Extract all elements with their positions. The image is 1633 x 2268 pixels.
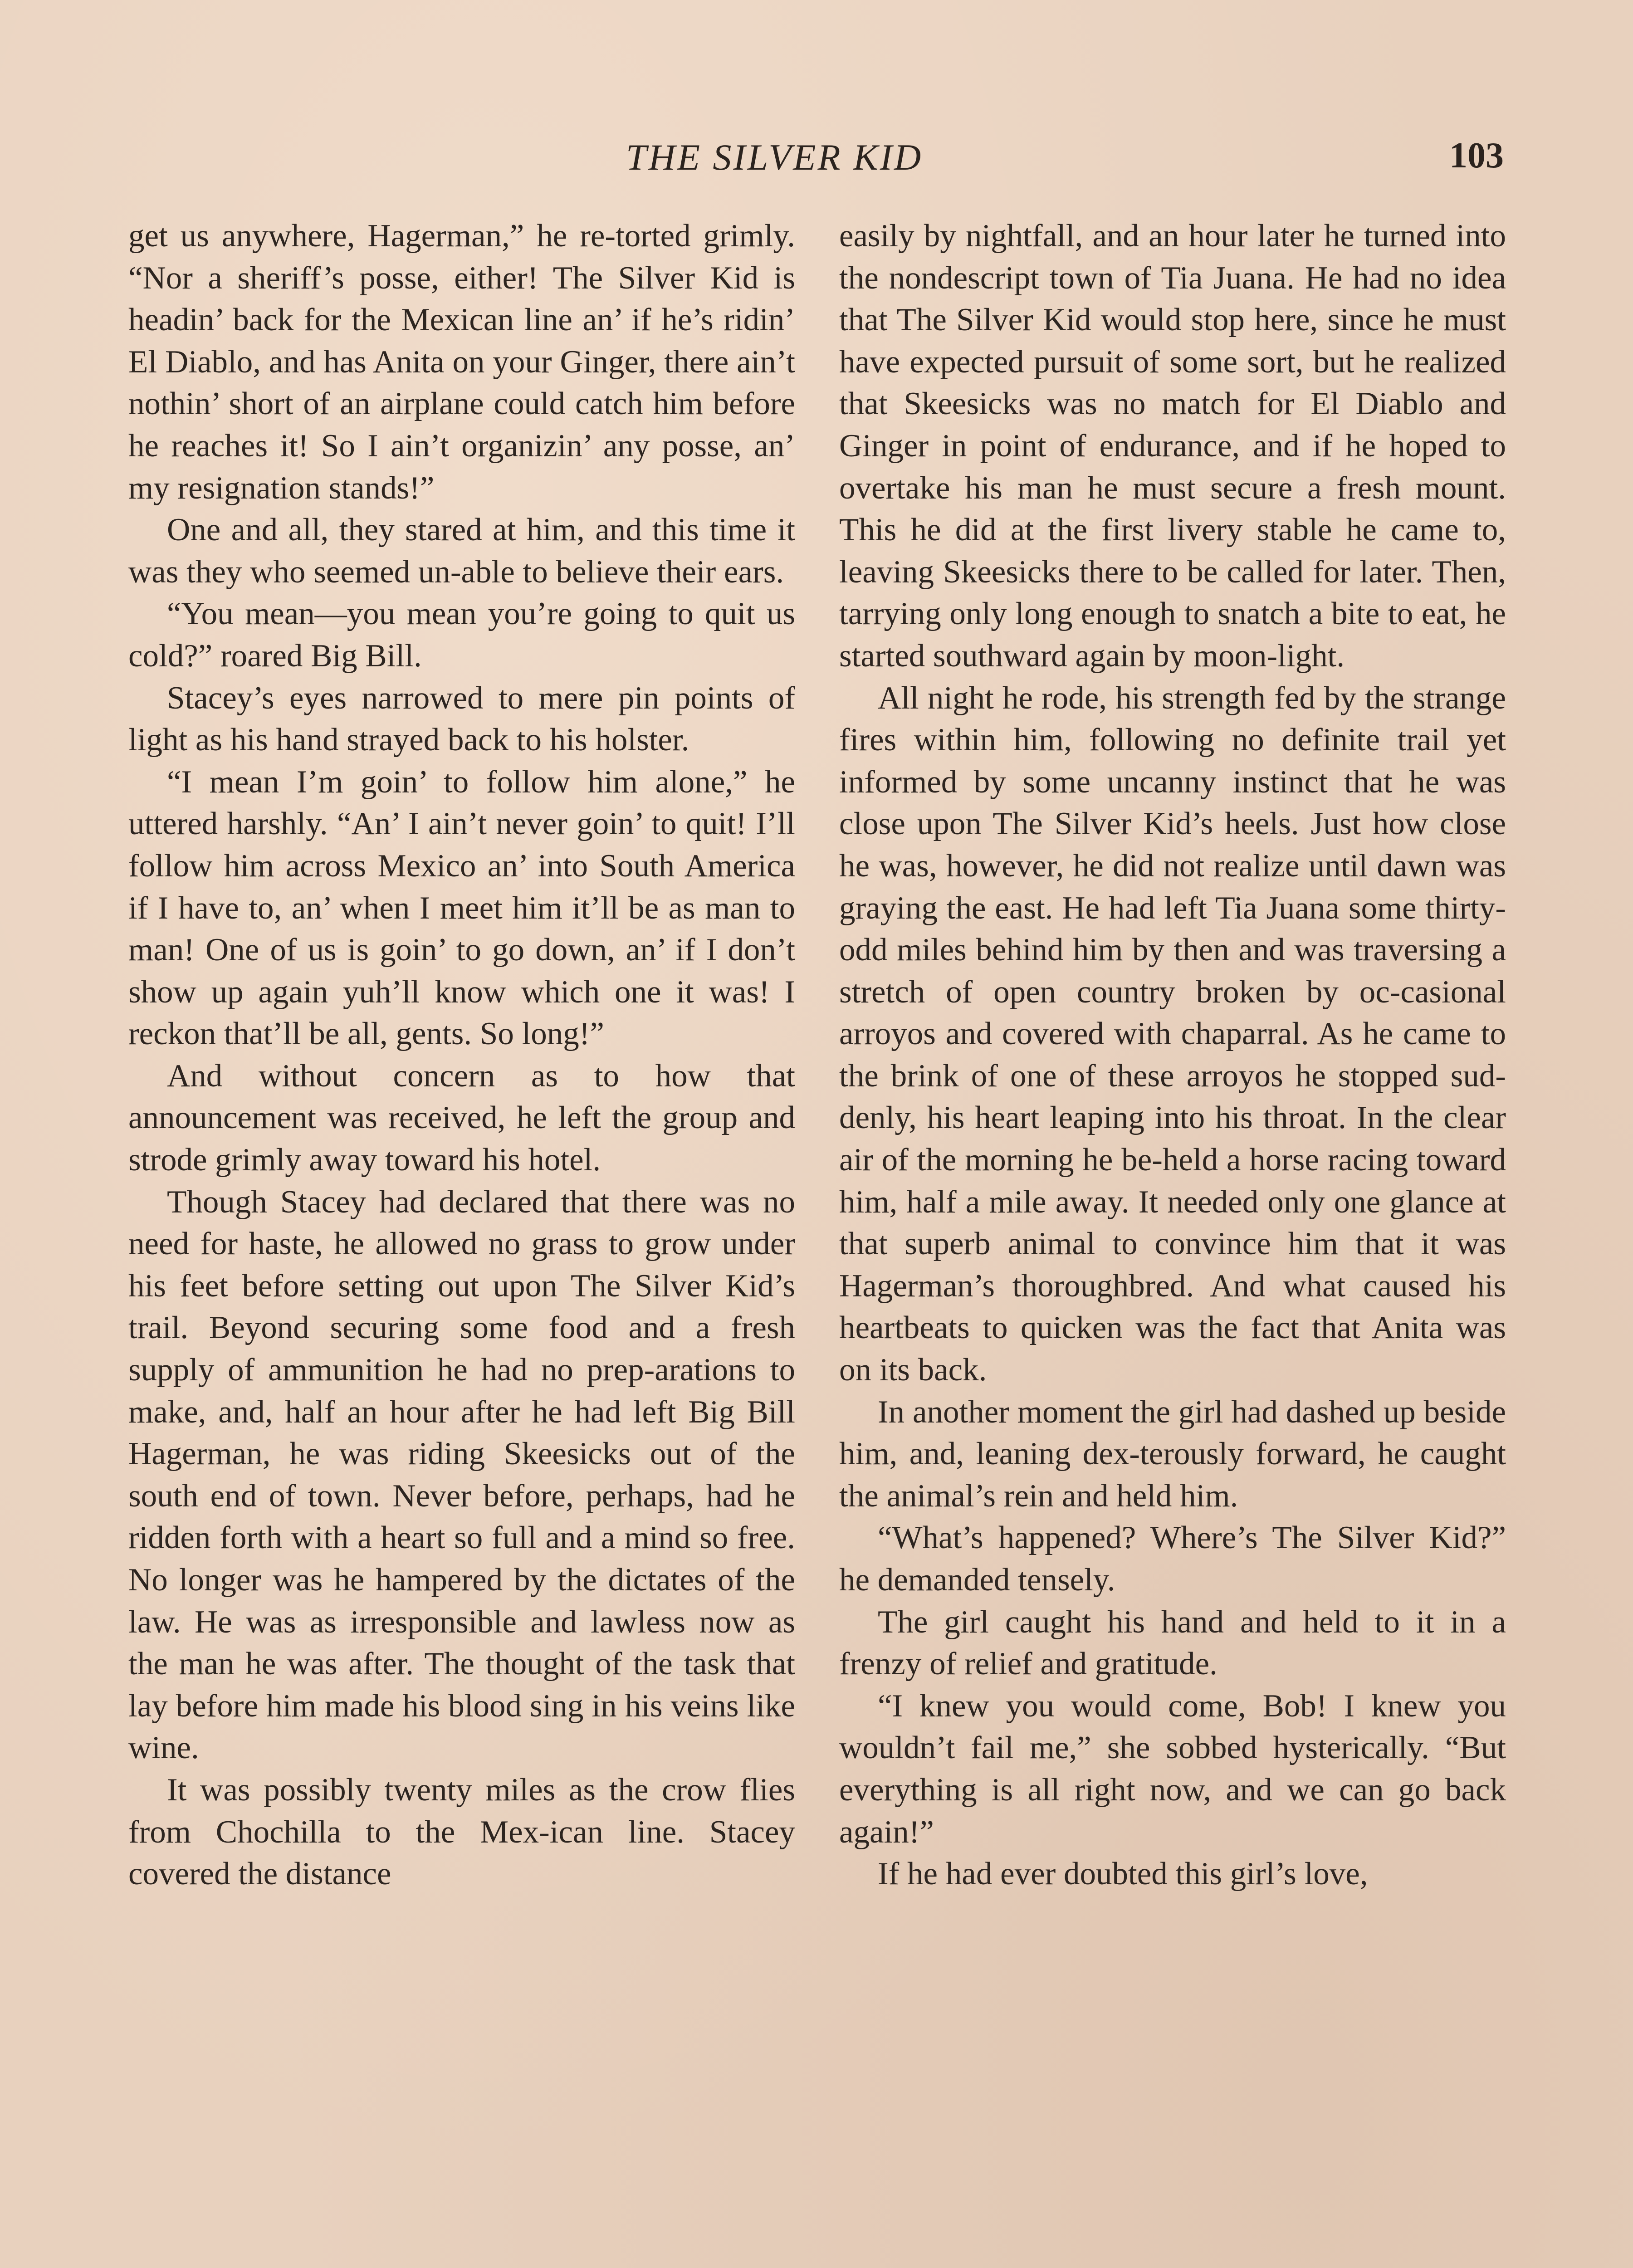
paragraph: If he had ever doubted this girl’s love, <box>878 1856 1368 1892</box>
paragraph: easily by nightfall, and an hour later he turned into the nondescript town of Tia Juana. He had no idea that The Silver Kid would stop here, since he must have expected pursuit of some sort, but he realized that Skeesicks was no match for El Diablo and Ginger in point of endurance, and if he hoped to overtake his man he must secure a fresh mount. This he did at the first livery stable he came to, leaving Skeesicks there to be called for later. Then, tarrying only long enough to snatch a bite to eat, he started southward again by moon-light. <box>839 218 1506 674</box>
paragraph: “I knew you would come, Bob! I knew you wouldn’t fail me,” she sobbed hysterically. “But everything is all right now, and we can go back again!” <box>839 1688 1506 1850</box>
paragraph: “You mean—you mean you’re going to quit us cold?” roared Big Bill. <box>128 596 795 674</box>
running-title: THE SILVER KID <box>626 137 923 178</box>
left-column <box>128 215 795 1895</box>
page-number: 103 <box>1449 136 1504 176</box>
paragraph: Though Stacey had declared that there was no need for haste, he allowed no grass to grow under his feet before setting out upon The Silver Kid’s trail. Beyond securing some food and a fresh supply of ammunition he had no prep-arations to make, and, half an hour after he had left Big Bill Hagerman, he was riding Skeesicks out of the south end of town. Never before, perhaps, had he ridden forth with a heart so full and a mind so free. No longer was he hampered by the dictates of the law. He was as irresponsible and lawless now as the man he was after. The thought of the task that lay before him made his blood sing in his veins like wine. <box>128 1184 795 1766</box>
paragraph: It was possibly twenty miles as the crow flies from Chochilla to the Mex-ican line. Stacey covered the distance <box>128 1772 795 1892</box>
paragraph: All night he rode, his strength fed by the strange fires within him, following no definite trail yet informed by some uncanny instinct that he was close upon The Silver Kid’s heels. Just how close he was, however, he did not realize until dawn was graying the east. He had left Tia Juana some thirty-odd miles behind him by then and was traversing a stretch of open country broken by oc-casional arroyos and covered with chaparral. As he came to the brink of one of these arroyos he stopped sud-denly, his heart leaping into his throat. In the clear air of the morning he be-held a horse racing toward him, half a mile away. It needed only one glance at that superb animal to convince him that it was Hagerman’s thoroughbred. And what caused his heartbeats to quicken was the fact that Anita was on its back. <box>839 680 1506 1388</box>
paragraph: “What’s happened? Where’s The Silver Kid?” he demanded tensely. <box>839 1520 1506 1598</box>
right-column <box>839 215 1506 1895</box>
paragraph: The girl caught his hand and held to it in a frenzy of relief and gratitude. <box>839 1604 1506 1682</box>
paragraph: In another moment the girl had dashed up beside him, and, leaning dex-terously forward, he caught the animal’s rein and held him. <box>839 1394 1506 1514</box>
paragraph: Stacey’s eyes narrowed to mere pin points of light as his hand strayed back to his holster. <box>128 680 795 758</box>
paragraph: And without concern as to how that announcement was received, he left the group and strode grimly away toward his hotel. <box>128 1058 795 1178</box>
paragraph: get us anywhere, Hagerman,” he re-torted grimly. “Nor a sheriff’s posse, either! The Silver Kid is headin’ back for the Mexican line an’ if he’s ridin’ El Diablo, and has Anita on your Ginger, there ain’t nothin’ short of an airplane could catch him before he reaches it! So I ain’t organizin’ any posse, an’ my resignation stands!” <box>128 218 795 506</box>
paragraph: “I mean I’m goin’ to follow him alone,” he uttered harshly. “An’ I ain’t never goin’ to quit! I’ll follow him across Mexico an’ into South America if I have to, an’ when I meet him it’ll be as man to man! One of us is goin’ to go down, an’ if I don’t show up again yuh’ll know which one it was! I reckon that’ll be all, gents. So long!” <box>128 764 795 1052</box>
paragraph: One and all, they stared at him, and this time it was they who seemed un-able to believe their ears. <box>128 512 795 590</box>
